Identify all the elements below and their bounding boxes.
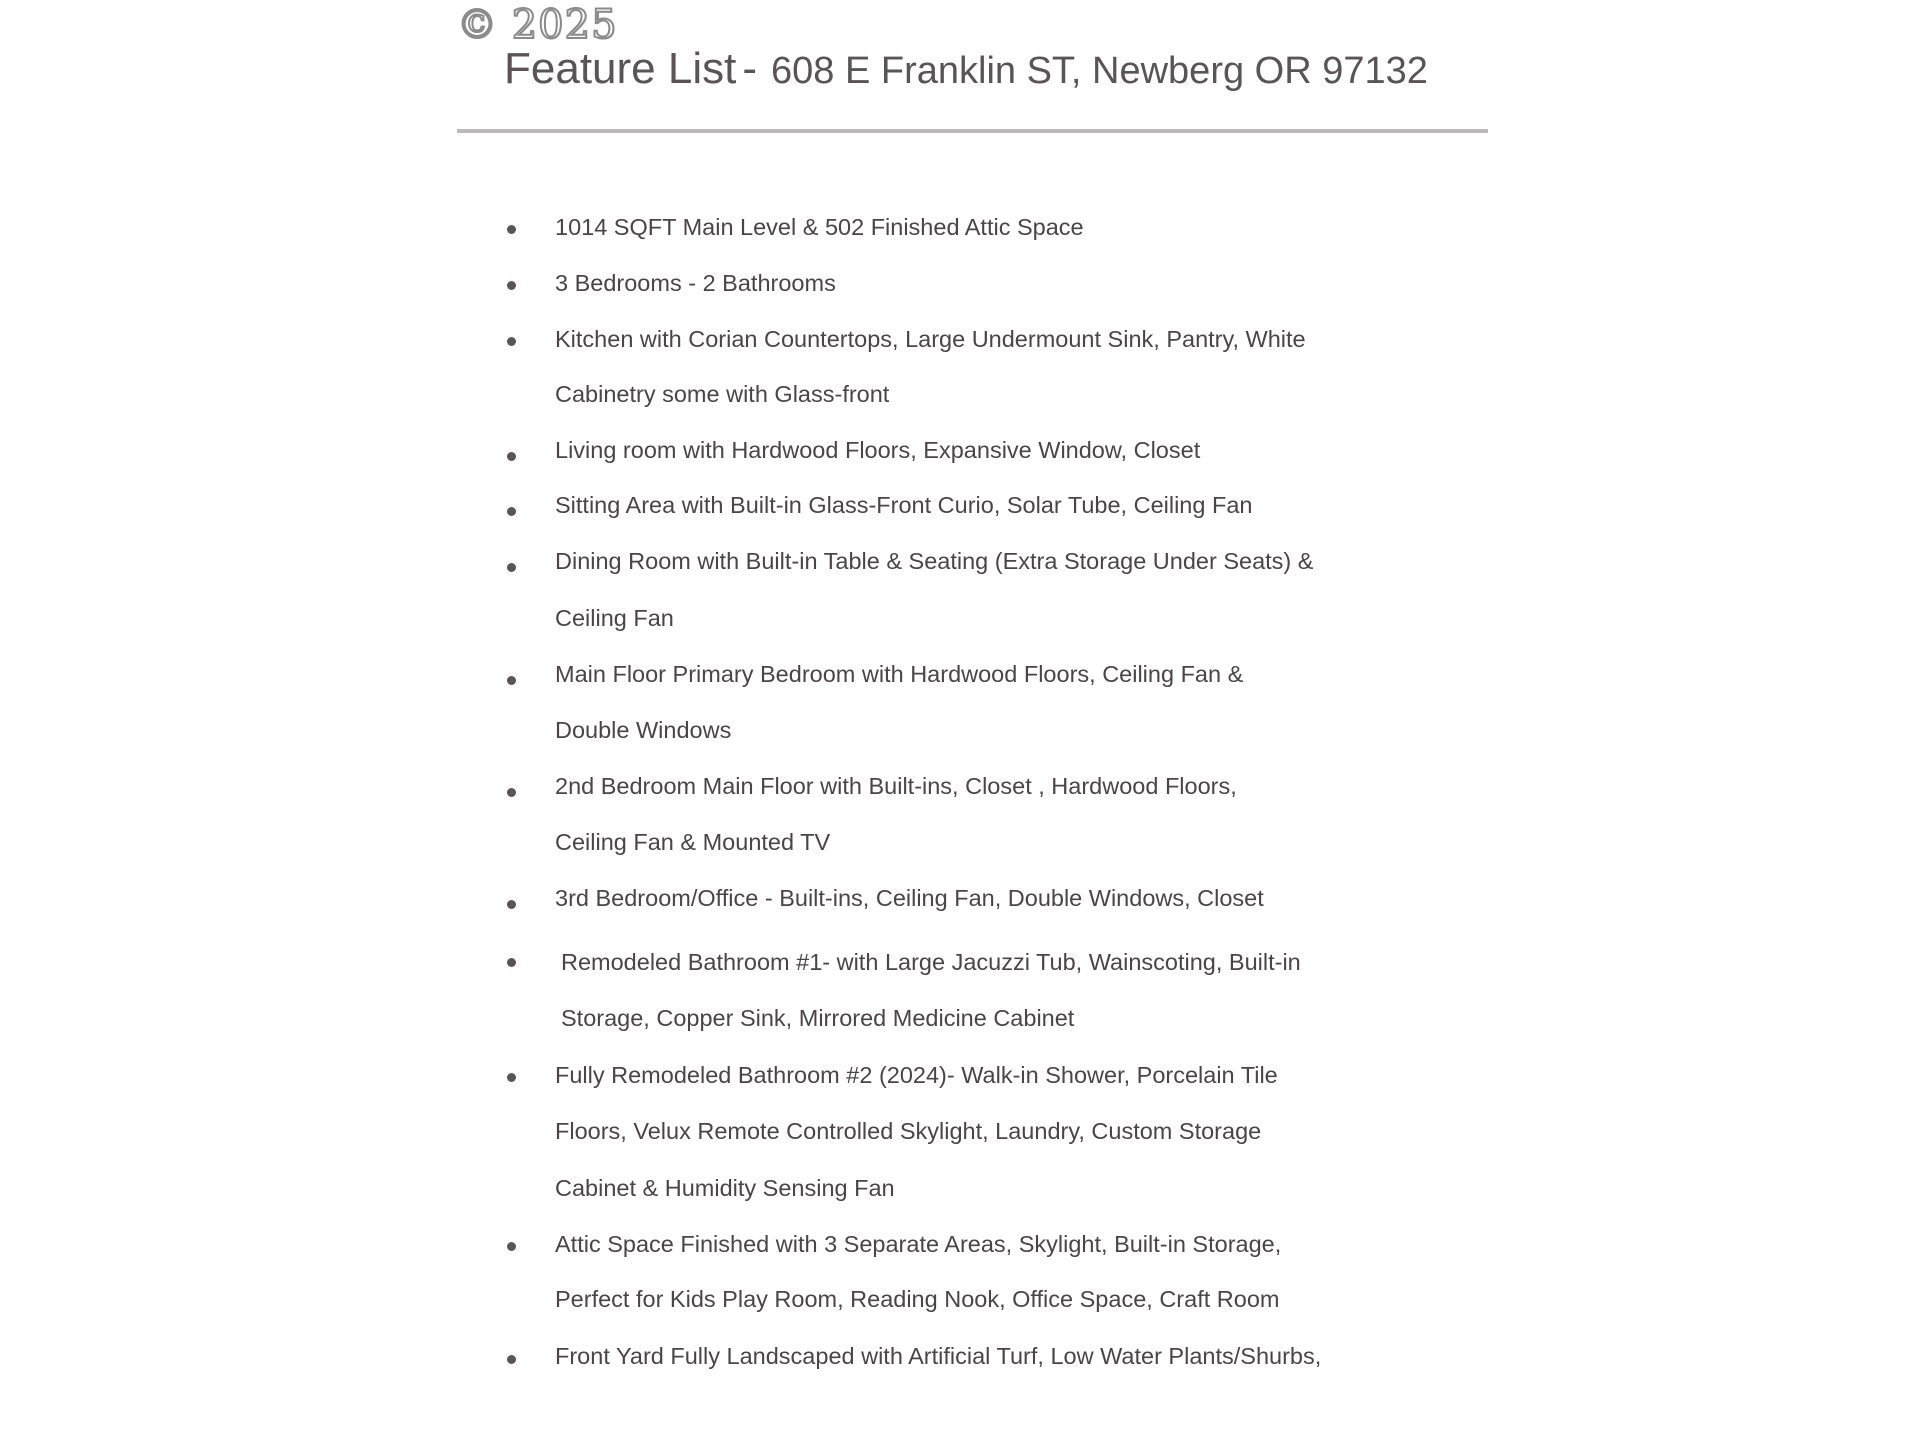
bullet-icon — [507, 788, 516, 797]
bullet-icon — [507, 900, 516, 909]
bullet-icon — [507, 958, 516, 967]
feature-text: Main Floor Primary Bedroom with Hardwood Floors, Ceiling Fan & — [555, 661, 1244, 687]
feature-text: 1014 SQFT Main Level & 502 Finished Attic Space — [555, 214, 1084, 240]
property-address: 608 E Franklin ST, Newberg OR 97132 — [771, 50, 1428, 92]
feature-text: Floors, Velux Remote Controlled Skylight, Laundry, Custom Storage — [555, 1118, 1262, 1144]
feature-text: Front Yard Fully Landscaped with Artificial Turf, Low Water Plants/Shurbs, — [555, 1343, 1322, 1369]
feature-text: Living room with Hardwood Floors, Expansive Window, Closet — [555, 437, 1201, 463]
feature-text: Dining Room with Built-in Table & Seating (Extra Storage Under Seats) & — [555, 548, 1314, 574]
feature-text: Double Windows — [555, 717, 732, 743]
feature-text: 2nd Bedroom Main Floor with Built-ins, Closet , Hardwood Floors, — [555, 773, 1237, 799]
feature-text: Cabinet & Humidity Sensing Fan — [555, 1175, 895, 1201]
feature-text: Fully Remodeled Bathroom #2 (2024)- Walk-in Shower, Porcelain Tile — [555, 1062, 1278, 1088]
feature-text: Kitchen with Corian Countertops, Large Undermount Sink, Pantry, White — [555, 326, 1306, 352]
feature-text: Attic Space Finished with 3 Separate Areas, Skylight, Built-in Storage, — [555, 1231, 1282, 1257]
title-separator: - — [742, 44, 757, 93]
feature-text: Sitting Area with Built-in Glass-Front Curio, Solar Tube, Ceiling Fan — [555, 492, 1253, 518]
bullet-icon — [507, 1242, 516, 1251]
bullet-icon — [507, 563, 516, 572]
bullet-icon — [507, 281, 516, 290]
copyright-watermark: © 2025 — [457, 2, 618, 48]
bullet-icon — [507, 452, 516, 461]
feature-text: 3rd Bedroom/Office - Built-ins, Ceiling Fan, Double Windows, Closet — [555, 885, 1264, 911]
bullet-icon — [507, 1355, 516, 1364]
bullet-icon — [507, 507, 516, 516]
bullet-icon — [507, 676, 516, 685]
feature-text: Perfect for Kids Play Room, Reading Nook, Office Space, Craft Room — [555, 1286, 1280, 1312]
feature-text: Remodeled Bathroom #1- with Large Jacuzzi Tub, Wainscoting, Built-in — [561, 949, 1301, 975]
bullet-icon — [507, 225, 516, 234]
bullet-icon — [507, 337, 516, 346]
feature-text: Ceiling Fan & Mounted TV — [555, 829, 831, 855]
feature-text: 3 Bedrooms - 2 Bathrooms — [555, 270, 836, 296]
feature-text: Storage, Copper Sink, Mirrored Medicine Cabinet — [561, 1005, 1075, 1031]
page-title: Feature List — [504, 44, 737, 93]
feature-text: Ceiling Fan — [555, 605, 674, 631]
bullet-icon — [507, 1073, 516, 1082]
feature-text: Cabinetry some with Glass-front — [555, 381, 890, 407]
